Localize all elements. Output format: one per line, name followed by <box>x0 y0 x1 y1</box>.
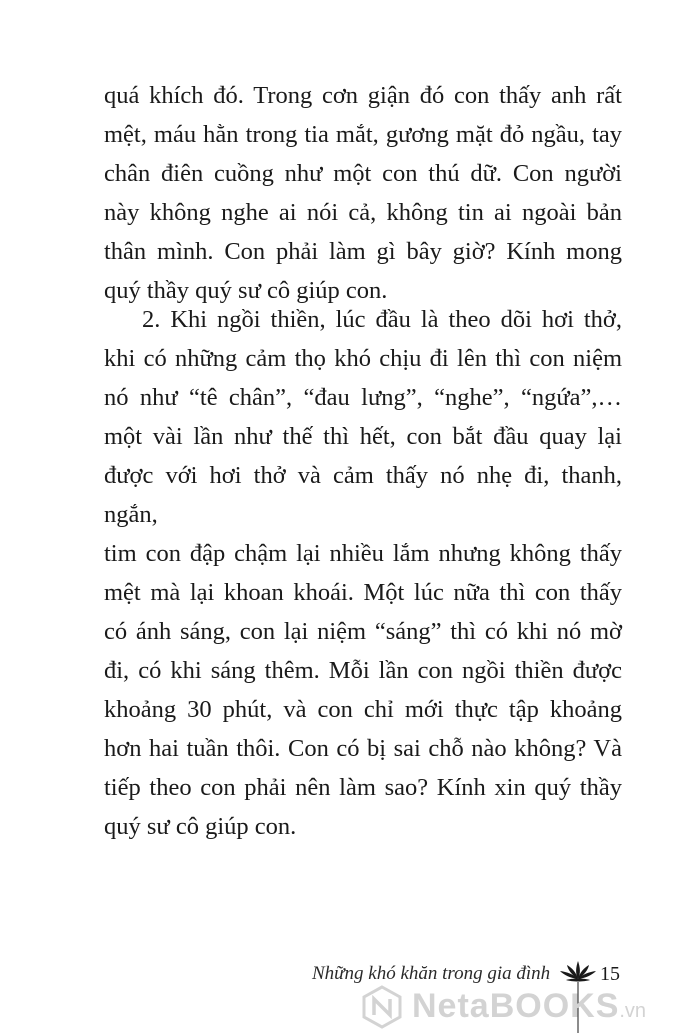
text-line: khoảng 30 phút, và con chỉ mới thực tập khoảng <box>104 696 622 723</box>
text-line: tim con đập chậm lại nhiều lắm nhưng không thấy <box>104 540 622 567</box>
watermark-brand-text: NetaBOOKS <box>412 987 620 1025</box>
paragraph-1 <box>104 76 622 310</box>
text-line: này không nghe ai nói cả, không tin ai ngoài bản <box>104 199 622 226</box>
text-line: quý thầy quý sư cô giúp con. <box>104 277 388 304</box>
text-line: 2. Khi ngồi thiền, lúc đầu là theo dõi hơi thở, <box>142 306 622 333</box>
watermark <box>360 985 690 1025</box>
text-line: một vài lần như thế thì hết, con bắt đầu quay lại <box>104 423 622 450</box>
netabooks-logo-icon <box>360 985 404 1029</box>
text-line: thân mình. Con phải làm gì bây giờ? Kính mong <box>104 238 622 265</box>
text-line: tiếp theo con phải nên làm sao? Kính xin quý thầy <box>104 774 622 801</box>
watermark-tld: .vn <box>619 1000 647 1022</box>
text-line: mệt, máu hằn trong tia mắt, gương mặt đỏ ngầu, tay <box>104 121 622 148</box>
text-line: mệt mà lại khoan khoái. Một lúc nữa thì con thấy <box>104 579 622 606</box>
running-title: Những khó khăn trong gia đình <box>312 963 551 984</box>
text-line: hơn hai tuần thôi. Con có bị sai chỗ nào không? Và <box>104 735 622 762</box>
text-line: khi có những cảm thọ khó chịu đi lên thì con niệm <box>104 345 622 372</box>
watermark-brand <box>412 987 646 1026</box>
text-line: quá khích đó. Trong cơn giận đó con thấy anh rất <box>104 82 622 109</box>
text-line: đi, có khi sáng thêm. Mỗi lần con ngồi thiền được <box>104 657 622 684</box>
text-line: nó như “tê chân”, “đau lưng”, “nghe”, “ngứa”,… <box>104 384 622 411</box>
text-line: được với hơi thở và cảm thấy nó nhẹ đi, thanh, ngắn, <box>104 462 622 528</box>
text-line: có ánh sáng, con lại niệm “sáng” thì có khi nó mờ <box>104 618 622 645</box>
text-line: quý sư cô giúp con. <box>104 813 297 840</box>
page-number: 15 <box>600 963 620 985</box>
paragraph-2 <box>104 300 622 846</box>
text-line: chân điên cuồng như một con thú dữ. Con người <box>104 160 622 187</box>
